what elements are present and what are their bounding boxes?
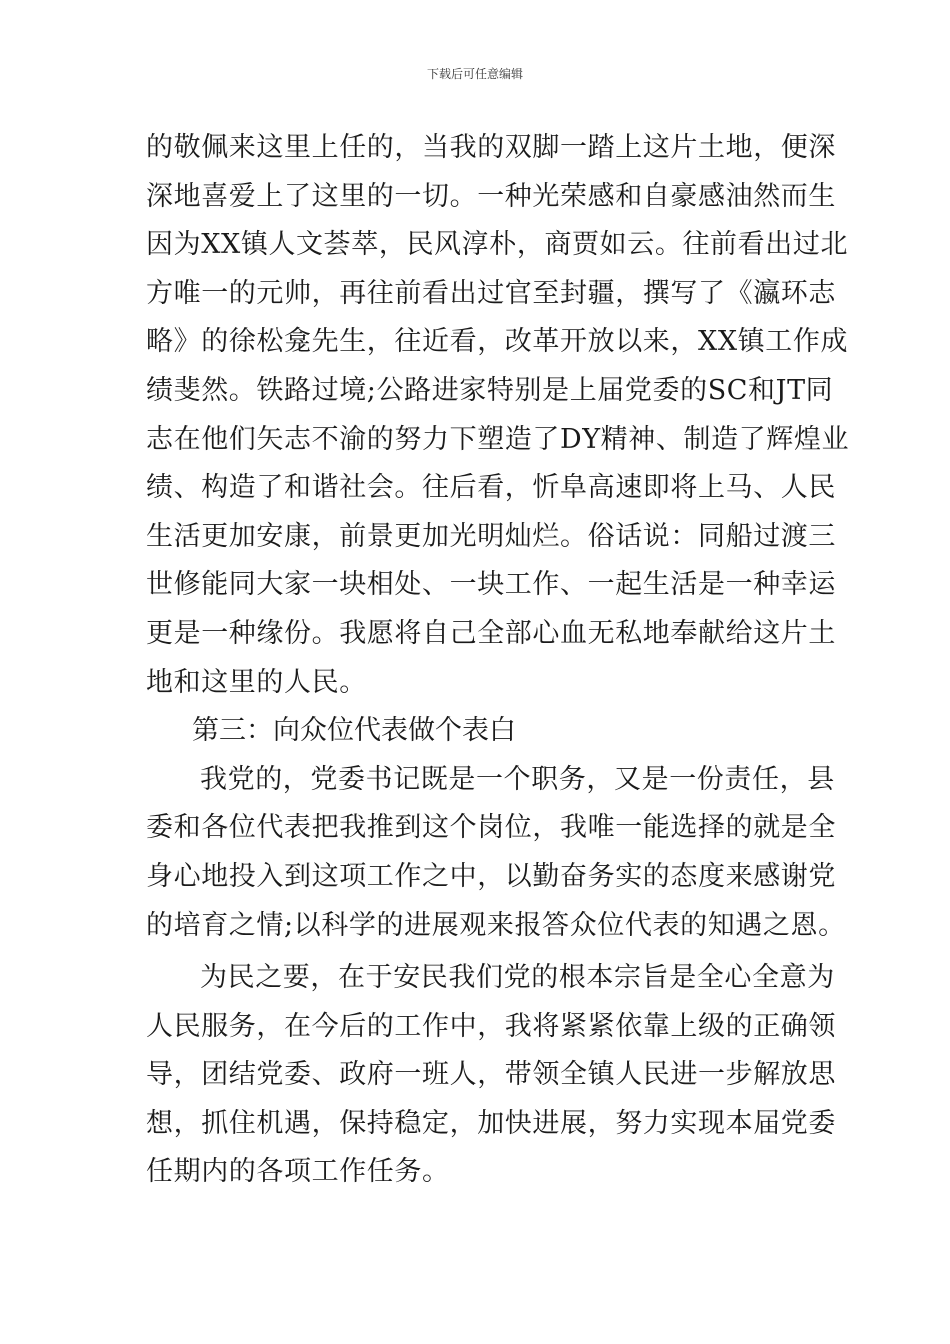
- paragraph-2: [146, 756, 846, 950]
- text-line: 我党的，党委书记既是一个职务，又是一份责任，县: [200, 763, 835, 795]
- text-line: 方唯一的元帅，再往前看出过官至封疆，撰写了《瀛环志: [146, 277, 836, 309]
- text-line: 世修能同大家一块相处、一块工作、一起生活是一种幸运: [146, 569, 836, 601]
- text-line: 绩斐然。铁路过境;公路进家特别是上届党委的SC和JT同: [146, 374, 834, 406]
- text-line: 委和各位代表把我推到这个岗位，我唯一能选择的就是全: [146, 812, 836, 844]
- paragraph-1: [146, 124, 850, 707]
- text-line: 的敬佩来这里上任的，当我的双脚一踏上这片土地，便深: [146, 132, 836, 163]
- text-line: 因为XX镇人文荟萃，民风淳朴，商贾如云。往前看出过北: [146, 229, 849, 261]
- text-line: 地和这里的人民。: [146, 666, 367, 698]
- text-line: 想，抓住机遇，保持稳定，加快进展，努力实现本届党委: [146, 1107, 836, 1139]
- text-line: 身心地投入到这项工作之中，以勤奋务实的态度来感谢党: [146, 860, 836, 892]
- text-line: 的培育之情;以科学的进展观来报答众位代表的知遇之恩。: [146, 909, 846, 941]
- text-line: 人民服务，在今后的工作中，我将紧紧依靠上级的正确领: [146, 1010, 836, 1042]
- text-line: 更是一种缘份。我愿将自己全部心血无私地奉献给这片土: [146, 617, 836, 649]
- section-heading: 第三：向众位代表做个表白: [192, 715, 516, 747]
- text-line: 略》的徐松龛先生，往近看，改革开放以来，XX镇工作成: [146, 326, 849, 358]
- text-line: 绩、构造了和谐社会。往后看，忻阜高速即将上马、人民: [146, 472, 836, 504]
- page-header: 下载后可任意编辑: [426, 67, 523, 81]
- text-line: 志在他们矢志不渝的努力下塑造了DY精神、制造了辉煌业: [146, 423, 850, 455]
- text-line: 导，团结党委、政府一班人，带领全镇人民进一步解放思: [146, 1059, 836, 1091]
- text-line: 为民之要，在于安民我们党的根本宗旨是全心全意为: [200, 962, 835, 994]
- paragraph-3: [146, 954, 836, 1197]
- text-line: 深地喜爱上了这里的一切。一种光荣感和自豪感油然而生: [146, 180, 836, 212]
- text-line: 任期内的各项工作任务。: [146, 1156, 450, 1188]
- text-line: 生活更加安康，前景更加光明灿烂。俗话说：同船过渡三: [146, 520, 836, 552]
- document-body: [146, 124, 850, 1197]
